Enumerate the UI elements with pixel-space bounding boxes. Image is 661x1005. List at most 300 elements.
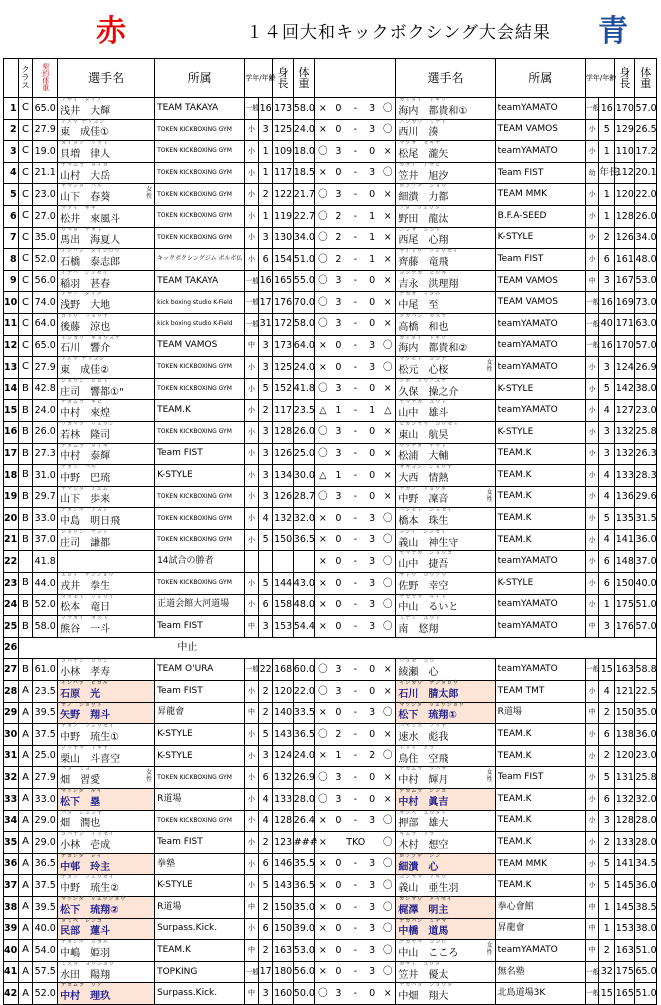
blue-age: 1 (599, 896, 615, 918)
result-mark: 3 (364, 616, 380, 638)
blue-fighter-name (396, 421, 495, 443)
blue-furigana: ヤマナカ ショウゴ (399, 550, 454, 557)
bout-number: 32 (4, 767, 19, 789)
bout-class: A (18, 724, 33, 746)
table-row (4, 205, 657, 227)
red-grade: 小 (245, 227, 259, 249)
red-fighter-name (58, 616, 155, 638)
red-name: 中村 來煌 (60, 408, 111, 420)
blue-furigana: ヨシナガ ヒロキ (399, 269, 448, 276)
blue-weight: 32.0 (635, 789, 657, 811)
result-mark: - (346, 378, 364, 400)
blue-weight: 34.0 (635, 227, 657, 249)
bout-weight-limit: 24.0 (33, 400, 58, 422)
blue-weight: 38.5 (635, 896, 657, 918)
result-mark: 〇 (380, 940, 396, 962)
blue-sex-note: 女性 (486, 359, 493, 374)
red-affiliation: TEAM.K (155, 940, 245, 962)
blue-age: 4 (599, 486, 615, 508)
table-row (4, 357, 657, 379)
blue-grade: 小 (585, 357, 599, 379)
result-mark: 0 (330, 853, 346, 875)
blue-affiliation: TEAM TMT (495, 681, 585, 703)
blue-height: 167 (615, 270, 635, 292)
result-mark: - (346, 119, 364, 141)
blue-fighter-name (396, 270, 495, 292)
bout-number: 27 (4, 659, 19, 681)
result-mark: 0 (330, 119, 346, 141)
blue-name: 東山 航昊 (398, 429, 449, 441)
blue-fighter-name (396, 141, 495, 163)
blue-age: 5 (599, 767, 615, 789)
result-mark: △ (315, 400, 331, 422)
bout-number: 20 (4, 508, 19, 530)
col-blue-name: 選手名 (396, 59, 495, 98)
result-mark: - (346, 292, 364, 314)
blue-fighter-name (396, 767, 495, 789)
result-mark: × (315, 98, 331, 120)
result-mark: 3 (330, 659, 346, 681)
blue-height: 141 (615, 529, 635, 551)
blue-furigana: カジサワ メイセイ (399, 895, 454, 902)
red-fighter-name (58, 486, 155, 508)
result-mark: × (315, 594, 331, 616)
red-grade: 小 (245, 443, 259, 465)
bout-class: B (18, 659, 33, 681)
result-mark: 0 (364, 292, 380, 314)
blue-weight: 22.0 (635, 184, 657, 206)
blue-furigana: ナカムラ ツバサ (399, 766, 448, 773)
result-mark: 3 (364, 162, 380, 184)
table-row (4, 227, 657, 249)
red-fighter-name (58, 378, 155, 400)
blue-furigana: ミナミ ユウト (399, 615, 442, 622)
red-furigana: ナカムラ リク (61, 982, 103, 989)
blue-furigana: ニシカワ ミナト (399, 118, 448, 125)
bout-number: 36 (4, 853, 19, 875)
red-affiliation: TEAM O'URA (155, 659, 245, 681)
blue-furigana: ホソブチ シン (399, 852, 442, 859)
red-age: 3 (258, 745, 273, 767)
red-height: 130 (273, 227, 293, 249)
red-furigana: イシカワ キョウスケ (61, 334, 121, 341)
blue-affiliation: B.F.A-SEED (495, 205, 585, 227)
bout-weight-limit: 27.9 (33, 357, 58, 379)
red-grade: 小 (245, 853, 259, 875)
red-height: 133 (273, 789, 293, 811)
red-affiliation: TOKEN KICKBOXING GYM (155, 141, 245, 163)
red-affiliation: TOKEN KICKBOXING GYM (155, 529, 245, 551)
table-row (4, 983, 657, 1005)
bout-weight-limit: 40.0 (33, 918, 58, 940)
bout-number: 35 (4, 832, 19, 854)
bout-class: B (18, 443, 33, 465)
bout-number: 39 (4, 918, 19, 940)
blue-affiliation: TEAM VAMOS (495, 292, 585, 314)
result-mark: 3 (330, 486, 346, 508)
blue-grade: 一般 (585, 335, 599, 357)
red-furigana: ヤマシタ アユム (61, 485, 109, 492)
blue-height: 150 (615, 573, 635, 595)
red-weight: 36.5 (293, 875, 314, 897)
blue-height: 165 (615, 983, 635, 1005)
red-furigana: ゴトウ リョウヤ (61, 312, 109, 319)
result-mark: 0 (330, 98, 346, 120)
result-mark: 0 (330, 335, 346, 357)
result-mark: 3 (364, 98, 380, 120)
cancelled-note: 中止 (18, 637, 656, 659)
red-furigana: ミズタ ヨウショウ (61, 960, 116, 967)
result-mark: - (346, 702, 364, 724)
blue-fighter-name (396, 896, 495, 918)
red-fighter-name (58, 184, 155, 206)
red-name: 稲羽 甚春 (60, 278, 111, 290)
blue-name: 久保 操之介 (398, 386, 459, 398)
blue-affiliation: TEAM VAMOS (495, 119, 585, 141)
result-mark: 0 (330, 551, 346, 573)
blue-name: 松下 琉翔① (398, 710, 457, 722)
result-mark: 0 (364, 789, 380, 811)
result-mark: × (380, 421, 396, 443)
red-grade: 小 (245, 918, 259, 940)
result-mark: × (315, 961, 331, 983)
result-mark: 〇 (380, 896, 396, 918)
red-weight: 24.0 (293, 357, 314, 379)
blue-affiliation: teamYAMATO (495, 400, 585, 422)
bout-class: C (18, 119, 33, 141)
blue-affiliation: K-STYLE (495, 378, 585, 400)
blue-weight: 22.5 (635, 681, 657, 703)
red-age: 1 (258, 141, 273, 163)
blue-weight: 51.0 (635, 594, 657, 616)
red-grade: 小 (245, 357, 259, 379)
result-mark: 0 (364, 681, 380, 703)
blue-affiliation: Team FIST (495, 767, 585, 789)
blue-fighter-name (396, 529, 495, 551)
result-mark: 〇 (380, 702, 396, 724)
blue-weight: 38.0 (635, 918, 657, 940)
result-mark: 0 (364, 270, 380, 292)
result-mark: 0 (330, 961, 346, 983)
result-mark: × (315, 357, 331, 379)
result-mark: 0 (330, 529, 346, 551)
bout-number: 37 (4, 875, 19, 897)
bout-number: 29 (4, 702, 19, 724)
red-furigana: ヤマムラ タイガ (61, 161, 109, 168)
bout-class: A (18, 810, 33, 832)
red-weight: 58.0 (293, 98, 314, 120)
result-mark: × (380, 378, 396, 400)
result-mark: 〇 (380, 918, 396, 940)
result-mark: 〇 (380, 875, 396, 897)
bout-class: C (18, 249, 33, 271)
bout-weight-limit: 26.0 (33, 421, 58, 443)
red-name: 石橋 泰志郎 (60, 256, 121, 268)
blue-height: 163 (615, 940, 635, 962)
red-furigana: マツシタ リュウショウ (61, 895, 127, 902)
blue-name: 大西 情熱 (398, 472, 449, 484)
bout-number: 15 (4, 400, 19, 422)
blue-height: 176 (615, 616, 635, 638)
red-weight: 48.0 (293, 594, 314, 616)
red-weight: 24.0 (293, 745, 314, 767)
red-grade: 小 (245, 400, 259, 422)
red-name: 熊谷 一斗 (60, 624, 111, 636)
red-height: 150 (273, 918, 293, 940)
red-weight: 26.9 (293, 767, 314, 789)
red-fighter-name (58, 313, 155, 335)
bout-number: 42 (4, 983, 19, 1005)
result-mark: × (380, 227, 396, 249)
blue-age: 4 (599, 400, 615, 422)
red-furigana: ナカノ ハル (61, 464, 98, 471)
result-mark: × (315, 119, 331, 141)
red-affiliation: Team FIST (155, 681, 245, 703)
red-furigana: ショウジ ケント (61, 528, 109, 535)
bout-number: 33 (4, 789, 19, 811)
bout-number: 22 (4, 551, 19, 573)
result-mark: × (315, 162, 331, 184)
result-mark: 0 (364, 659, 380, 681)
red-age: 2 (258, 896, 273, 918)
red-height: 140 (273, 702, 293, 724)
blue-name: 綾瀬 心 (398, 667, 439, 679)
bout-class: B (18, 400, 33, 422)
bout-weight-limit: 35.0 (33, 227, 58, 249)
red-weight: 35.0 (293, 896, 314, 918)
blue-age: 3 (599, 270, 615, 292)
blue-furigana: ナカオ イタル (399, 291, 442, 298)
red-grade: 小 (245, 594, 259, 616)
bout-weight-limit: 27.3 (33, 443, 58, 465)
result-mark: 〇 (315, 205, 331, 227)
red-fighter-name (58, 141, 155, 163)
red-furigana: ハタ ジュンヤ (61, 809, 104, 816)
blue-height: 175 (615, 594, 635, 616)
table-row (4, 508, 657, 530)
red-affiliation: TOKEN KICKBOXING GYM (155, 378, 245, 400)
blue-affiliation: TEAM.K (495, 832, 585, 854)
red-age: 16 (258, 270, 273, 292)
result-mark: 3 (364, 119, 380, 141)
result-mark: 0 (330, 162, 346, 184)
red-age: 3 (258, 616, 273, 638)
bout-class: A (18, 918, 33, 940)
blue-weight: 65.0 (635, 961, 657, 983)
blue-height: 141 (615, 853, 635, 875)
red-fighter-name (58, 681, 155, 703)
blue-affiliation: teamYAMATO (495, 594, 585, 616)
blue-furigana: カサイ アサヒ (399, 161, 442, 168)
red-affiliation: TOKEN KICKBOXING GYM (155, 486, 245, 508)
red-height: 144 (273, 573, 293, 595)
result-mark: 2 (364, 745, 380, 767)
result-mark: 3 (330, 421, 346, 443)
bout-class: B (18, 508, 33, 530)
blue-age: 1 (599, 141, 615, 163)
blue-age: 16 (599, 292, 615, 314)
blue-sex-note: 女性 (486, 769, 493, 784)
red-age: 3 (258, 486, 273, 508)
blue-furigana: ハヤミズ ノリヤ (399, 723, 448, 730)
red-fighter-name (58, 594, 155, 616)
blue-fighter-name (396, 616, 495, 638)
blue-furigana: ナカムラ シンゴ (399, 788, 448, 794)
blue-grade: 中 (585, 702, 599, 724)
blue-affiliation: teamYAMATO (495, 940, 585, 962)
red-affiliation: TEAM TAKAYA (155, 270, 245, 292)
blue-name: 細潰 力都 (398, 192, 449, 204)
col-blue-weight: 体重 (635, 59, 657, 98)
result-mark: 〇 (315, 378, 331, 400)
blue-affiliation: Team FIST (495, 249, 585, 271)
red-furigana: ヤノ ショウト (61, 701, 103, 708)
result-mark: 〇 (380, 335, 396, 357)
red-fighter-name (58, 940, 155, 962)
blue-age: 5 (599, 853, 615, 875)
red-height: 125 (273, 357, 293, 379)
red-weight: 18.5 (293, 162, 314, 184)
red-name: 戎井 拳生 (60, 580, 111, 592)
blue-height: 132 (615, 421, 635, 443)
blue-furigana: ナカハシ ミチマ (399, 917, 448, 924)
table-row (4, 681, 657, 703)
red-affiliation: TOKEN KICKBOXING GYM (155, 119, 245, 141)
result-mark: 3 (364, 940, 380, 962)
bout-class: A (18, 961, 33, 983)
red-weight: 70.0 (293, 292, 314, 314)
blue-furigana: タカハシ カズヤ (399, 312, 448, 319)
red-height: 154 (273, 249, 293, 271)
red-affiliation: TOKEN KICKBOXING GYM (155, 421, 245, 443)
blue-affiliation: TEAM MMK (495, 184, 585, 206)
result-mark: × (315, 529, 331, 551)
table-row (4, 810, 657, 832)
red-fighter-name (58, 896, 155, 918)
red-height: 158 (273, 594, 293, 616)
table-row (4, 853, 657, 875)
blue-grade: 小 (585, 465, 599, 487)
bout-number: 5 (4, 184, 19, 206)
blue-name: 中橋 道馬 (398, 926, 449, 938)
bout-weight-limit: 33.0 (33, 508, 58, 530)
blue-grade: 小 (585, 378, 599, 400)
blue-height: 136 (615, 486, 635, 508)
result-mark: × (315, 551, 331, 573)
blue-grade: 中 (585, 918, 599, 940)
red-fighter-name (58, 918, 155, 940)
red-affiliation: K-STYLE (155, 745, 245, 767)
blue-weight: 57.0 (635, 616, 657, 638)
blue-age: 2 (599, 227, 615, 249)
red-weight: 41.8 (293, 378, 314, 400)
bout-weight-limit: 21.1 (33, 162, 58, 184)
blue-grade: 小 (585, 184, 599, 206)
blue-fighter-name (396, 724, 495, 746)
blue-furigana: サイトウ リュウセイ (399, 248, 459, 255)
col-blue-grade: 学年/年齢 (585, 59, 614, 98)
red-height: 146 (273, 853, 293, 875)
result-mark: 〇 (380, 119, 396, 141)
table-row (4, 270, 657, 292)
blue-furigana: キムラ ソラ (399, 831, 436, 838)
bout-number: 12 (4, 335, 19, 357)
result-mark: 3 (364, 573, 380, 595)
blue-furigana: ヨシイ シンセイ (399, 528, 447, 535)
result-mark: 0 (364, 421, 380, 443)
red-fighter-name (58, 702, 155, 724)
red-age: 17 (258, 292, 273, 314)
table-row (4, 918, 657, 940)
red-affiliation: TOKEN KICKBOXING GYM (155, 205, 245, 227)
blue-furigana: ヤマナカ ユウト (399, 399, 448, 406)
blue-age: 6 (599, 573, 615, 595)
red-name: 山下 歩来 (60, 494, 111, 506)
blue-furigana: クボ ソウノスケ (399, 377, 448, 384)
blue-height: 132 (615, 443, 635, 465)
blue-weight: 73.0 (635, 292, 657, 314)
blue-name: 押部 雄大 (398, 818, 449, 830)
red-fighter-name (58, 529, 155, 551)
red-age: 22 (258, 659, 273, 681)
blue-height: 120 (615, 184, 635, 206)
red-age: 6 (258, 249, 273, 271)
blue-age: 1 (599, 918, 615, 940)
red-name: 中邨 玲主 (60, 861, 111, 873)
blue-name: 南 悠翔 (398, 624, 439, 636)
col-red-height: 身長 (273, 59, 293, 98)
table-row (4, 767, 657, 789)
blue-height: 126 (615, 227, 635, 249)
bout-class: C (18, 227, 33, 249)
blue-age: 5 (599, 119, 615, 141)
blue-affiliation: R道場 (495, 702, 585, 724)
red-fighter-name (58, 443, 155, 465)
red-name: 山村 大岳 (60, 170, 111, 182)
red-furigana: アサイ ダイア (61, 97, 103, 103)
col-red-weight: 体重 (293, 59, 314, 98)
blue-affiliation: TEAM VAMOS (495, 270, 585, 292)
blue-height: 169 (615, 292, 635, 314)
blue-furigana: マツナガ ヤマト (399, 442, 448, 449)
blue-furigana: ナカハタ ショウタ (399, 982, 454, 989)
red-furigana: ワカマツ リュウジ (61, 420, 115, 427)
bout-number: 16 (4, 421, 19, 443)
red-grade: 中 (245, 335, 259, 357)
blue-sex-note: 女性 (486, 488, 493, 503)
result-mark: × (380, 724, 396, 746)
bout-weight-limit: 36.5 (33, 853, 58, 875)
blue-weight: 63.0 (635, 313, 657, 335)
blue-fighter-name (396, 119, 495, 141)
result-mark: × (315, 616, 331, 638)
red-weight: 28.7 (293, 486, 314, 508)
blue-fighter-name (396, 292, 495, 314)
blue-fighter-name (396, 659, 495, 681)
red-grade: 小 (245, 789, 259, 811)
red-furigana: ナカジマ ヒカル (61, 939, 110, 946)
red-affiliation: 拳塾 (155, 853, 245, 875)
red-age: 2 (258, 184, 273, 206)
blue-weight: 57.0 (635, 98, 657, 120)
red-weight: 58.0 (293, 313, 314, 335)
blue-grade: 小 (585, 529, 599, 551)
blue-name: 中尾 至 (398, 300, 439, 312)
blue-furigana: カイダイ トキワ (399, 97, 448, 103)
blue-age: 4 (599, 529, 615, 551)
red-height: 176 (273, 292, 293, 314)
bout-class: A (18, 745, 33, 767)
